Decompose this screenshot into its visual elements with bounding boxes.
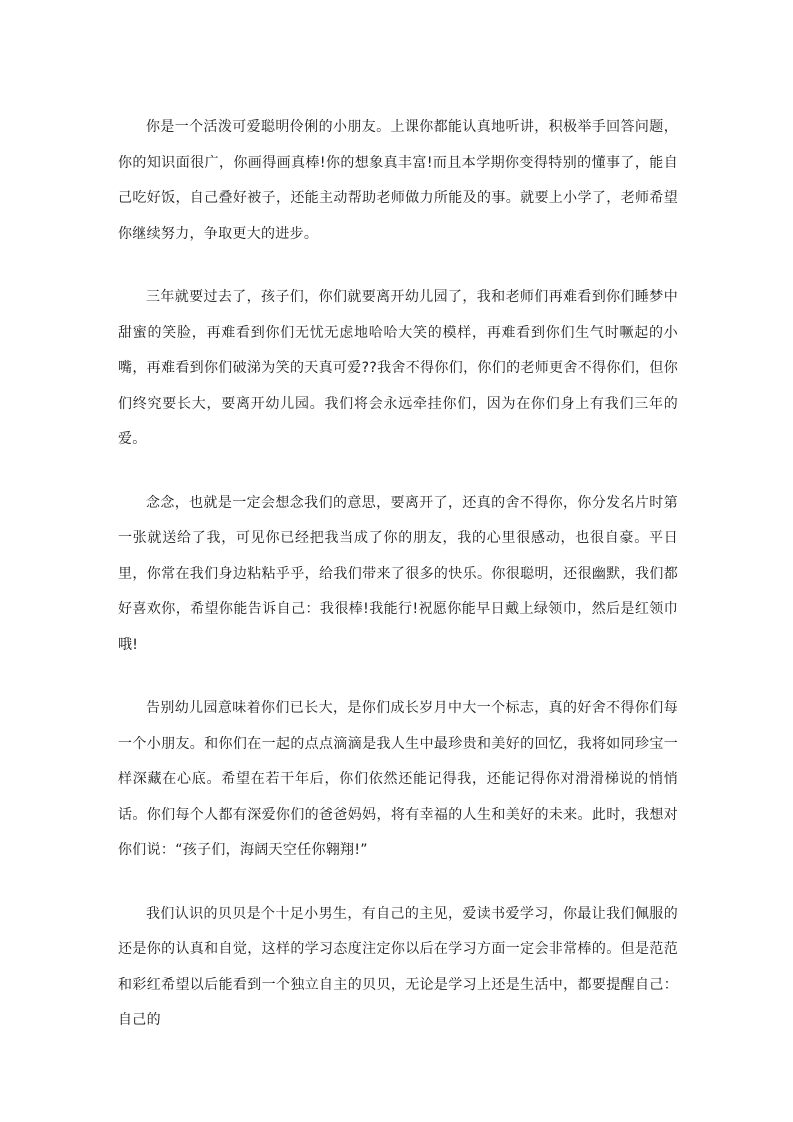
paragraph-4: 告别幼儿园意味着你们已长大，是你们成长岁月中大一个标志，真的好舍不得你们每一个小朋友。和你们在一起的点点滴滴是我人生中最珍贵和美好的回忆，我将如同珍宝一样深藏在心底。希望在若干年后，你们依然还能记得我，还能记得你对滑滑梯说的悄悄话。你们每个人都有深爱你们的爸爸妈妈，将有幸福的人生和美好的未来。此时，我想对你们说：“孩子们，海阔天空任你翱翔!” (118, 700, 678, 858)
paragraph-1: 你是一个活泼可爱聪明伶俐的小朋友。上课你都能认真地听讲，积极举手回答问题，你的知识面很广，你画得画真棒!你的想象真丰富!而且本学期你变得特别的懂事了，能自己吃好饭，自己叠好被子，还能主动帮助老师做力所能及的事。就要上小学了，老师希望你继续努力，争取更大的进步。 (118, 119, 678, 242)
paragraph-3: 念念，也就是一定会想念我们的意思，要离开了，还真的舍不得你，你分发名片时第一张就送给了我，可见你已经把我当成了你的朋友，我的心里很感动，也很自豪。平日里，你常在我们身边粘粘乎乎，给我们带来了很多的快乐。你很聪明，还很幽默，我们都好喜欢你，希望你能告诉自己：我很棒!我能行!祝愿你能早日戴上绿领巾，然后是红领巾哦! (118, 494, 678, 653)
document-body (118, 110, 678, 1067)
paragraph-2: 三年就要过去了，孩子们，你们就要离开幼儿园了，我和老师们再难看到你们睡梦中甜蜜的笑脸，再难看到你们无忧无虑地哈哈大笑的模样，再难看到你们生气时噘起的小嘴，再难看到你们破涕为笑的天真可爱??我舍不得你们，你们的老师更舍不得你们，但你们终究要长大，要离开幼儿园。我们将会永远牵挂你们，因为在你们身上有我们三年的爱。 (118, 289, 678, 447)
paragraph-5: 我们认识的贝贝是个十足小男生，有自己的主见，爱读书爱学习，你最让我们佩服的还是你的认真和自觉，这样的学习态度注定你以后在学习方面一定会非常棒的。但是范范和彩红希望以后能看到一个独立自主的贝贝，无论是学习上还是生活中，都要提醒自己：自己的 (118, 905, 678, 1028)
